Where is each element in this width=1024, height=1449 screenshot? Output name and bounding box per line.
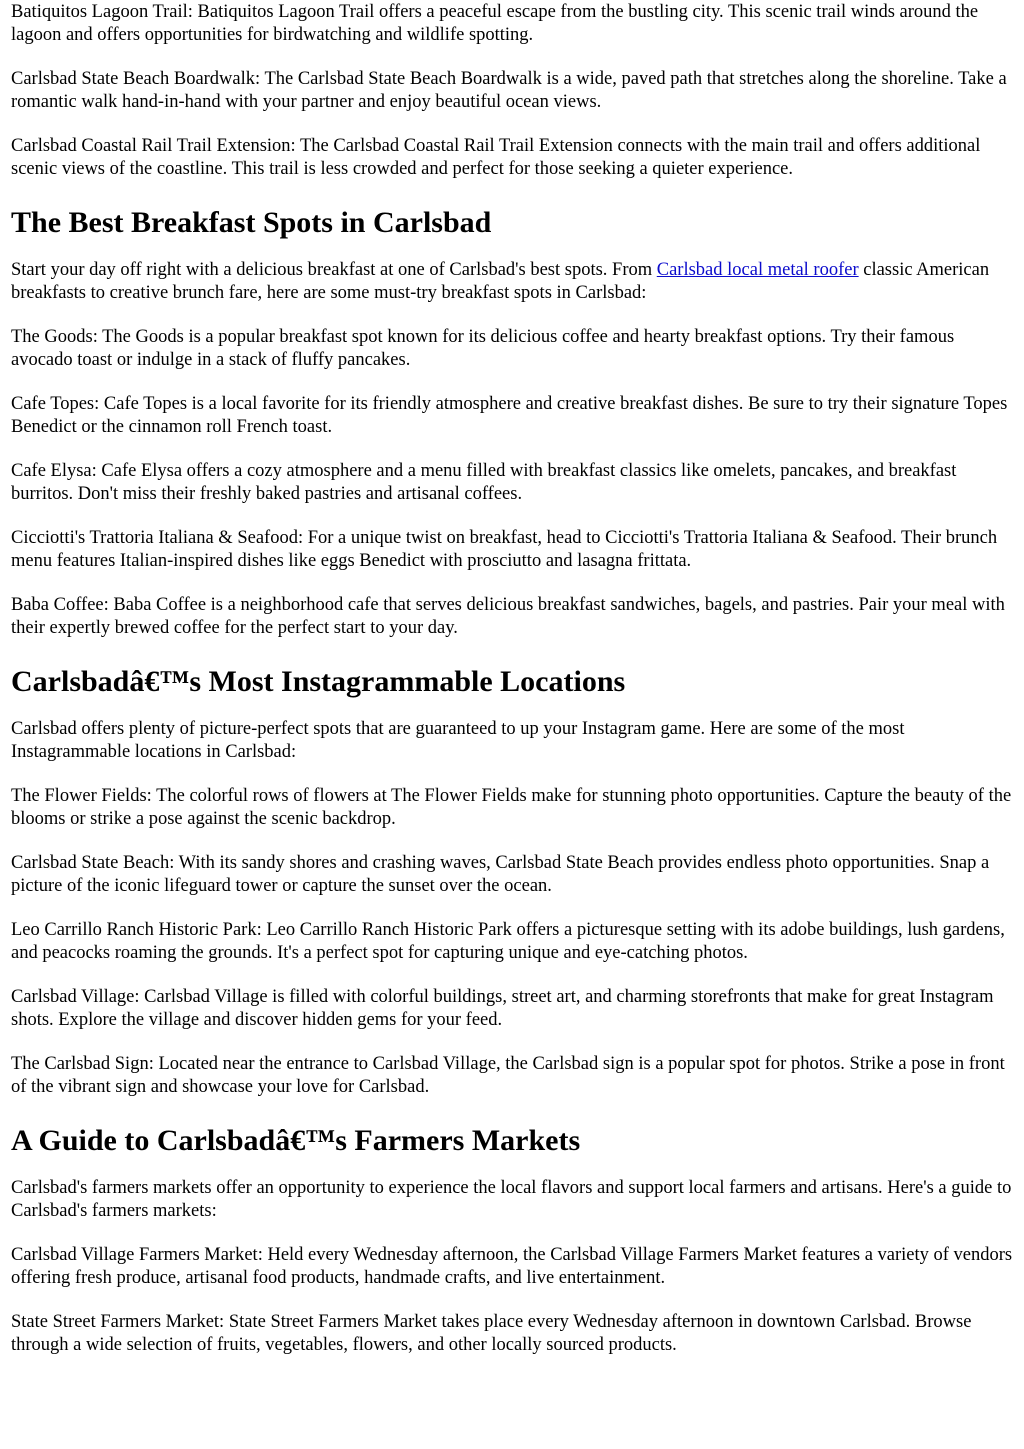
paragraph-carlsbad-village: Carlsbad Village: Carlsbad Village is filled with colorful buildings, street art, and charming storefronts that make for great Instagram shots. Explore the village and discover hidden gems for your feed. xyxy=(11,987,994,1030)
paragraph-village-farmers-market: Carlsbad Village Farmers Market: Held every Wednesday afternoon, the Carlsbad Village Farmers Market features a variety of vendors offering fresh produce, artisanal food products, handmade crafts, and live entertainment. xyxy=(11,1245,1013,1288)
paragraph-batiquitos-lagoon-trail: Batiquitos Lagoon Trail: Batiquitos Lagoon Trail offers a peaceful escape from the bustling city. This scenic trail winds around the lagoon and offers opportunities for birdwatching and wildlife spotting. xyxy=(11,2,979,45)
heading-instagrammable-locations: Carlsbadâ€™s Most Instagrammable Locations xyxy=(11,665,626,698)
paragraph-coastal-rail-trail-extension: Carlsbad Coastal Rail Trail Extension: The Carlsbad Coastal Rail Trail Extension connects with the main trail and offers additional scenic views of the coastline. This trail is less crowded and perfect for those seeking a quieter experience. xyxy=(11,136,981,179)
carlsbad-local-metal-roofer-link[interactable]: Carlsbad local metal roofer xyxy=(656,260,859,280)
document-page xyxy=(0,1,1024,1357)
paragraph-instagram-intro: Carlsbad offers plenty of picture-perfect spots that are guaranteed to up your Instagram game. Here are some of the most Instagrammable locations in Carlsbad: xyxy=(11,719,905,762)
heading-breakfast-spots: The Best Breakfast Spots in Carlsbad xyxy=(11,206,492,239)
paragraph-cafe-elysa: Cafe Elysa: Cafe Elysa offers a cozy atmosphere and a menu filled with breakfast classics like omelets, pancakes, and breakfast burritos. Don't miss their freshly baked pastries and artisanal coffees. xyxy=(11,461,957,504)
paragraph-farmers-markets-intro: Carlsbad's farmers markets offer an opportunity to experience the local flavors and support local farmers and artisans. Here's a guide to Carlsbad's farmers markets: xyxy=(11,1178,1012,1221)
paragraph-the-goods: The Goods: The Goods is a popular breakfast spot known for its delicious coffee and hearty breakfast options. Try their famous avocado toast or indulge in a stack of fluffy pancakes. xyxy=(11,327,955,370)
intro-text-after-link: classic American breakfasts to creative brunch fare, here are some must-try breakfast spots in Carlsbad: xyxy=(11,260,990,303)
paragraph-carlsbad-state-beach: Carlsbad State Beach: With its sandy shores and crashing waves, Carlsbad State Beach provides endless photo opportunities. Snap a picture of the iconic lifeguard tower or capture the sunset over the ocean. xyxy=(11,853,990,896)
paragraph-state-street-farmers-market: State Street Farmers Market: State Street Farmers Market takes place every Wednesday afternoon in downtown Carlsbad. Browse through a wide selection of fruits, vegetables, flowers, and other locally sourced products. xyxy=(11,1312,972,1355)
intro-text-before-link: Start your day off right with a delicious breakfast at one of Carlsbad's best spots. From xyxy=(11,260,657,280)
paragraph-leo-carrillo-ranch: Leo Carrillo Ranch Historic Park: Leo Carrillo Ranch Historic Park offers a picturesque setting with its adobe buildings, lush gardens, and peacocks roaming the grounds. It's a perfect spot for capturing unique and eye-catching photos. xyxy=(11,920,1005,963)
paragraph-flower-fields: The Flower Fields: The colorful rows of flowers at The Flower Fields make for stunning photo opportunities. Capture the beauty of the blooms or strike a pose against the scenic backdrop. xyxy=(11,786,1012,829)
paragraph-cafe-topes: Cafe Topes: Cafe Topes is a local favorite for its friendly atmosphere and creative breakfast dishes. Be sure to try their signature Topes Benedict or the cinnamon roll French toast. xyxy=(11,394,1008,437)
paragraph-breakfast-intro xyxy=(11,259,1014,305)
paragraph-state-beach-boardwalk: Carlsbad State Beach Boardwalk: The Carlsbad State Beach Boardwalk is a wide, paved path that stretches along the shoreline. Take a romantic walk hand-in-hand with your partner and enjoy beautiful ocean views. xyxy=(11,69,1007,112)
paragraph-cicciottis: Cicciotti's Trattoria Italiana & Seafood: For a unique twist on breakfast, head to Cicciotti's Trattoria Italiana & Seafood. Their brunch menu features Italian-inspired dishes like eggs Benedict with prosciutto and lasagna frittata. xyxy=(11,528,998,571)
heading-farmers-markets: A Guide to Carlsbadâ€™s Farmers Markets xyxy=(11,1124,581,1157)
paragraph-baba-coffee: Baba Coffee: Baba Coffee is a neighborhood cafe that serves delicious breakfast sandwiches, bagels, and pastries. Pair your meal with their expertly brewed coffee for the perfect start to your day. xyxy=(11,595,1005,638)
paragraph-carlsbad-sign: The Carlsbad Sign: Located near the entrance to Carlsbad Village, the Carlsbad sign is a popular spot for photos. Strike a pose in front of the vibrant sign and showcase your love for Carlsbad. xyxy=(11,1054,1005,1097)
